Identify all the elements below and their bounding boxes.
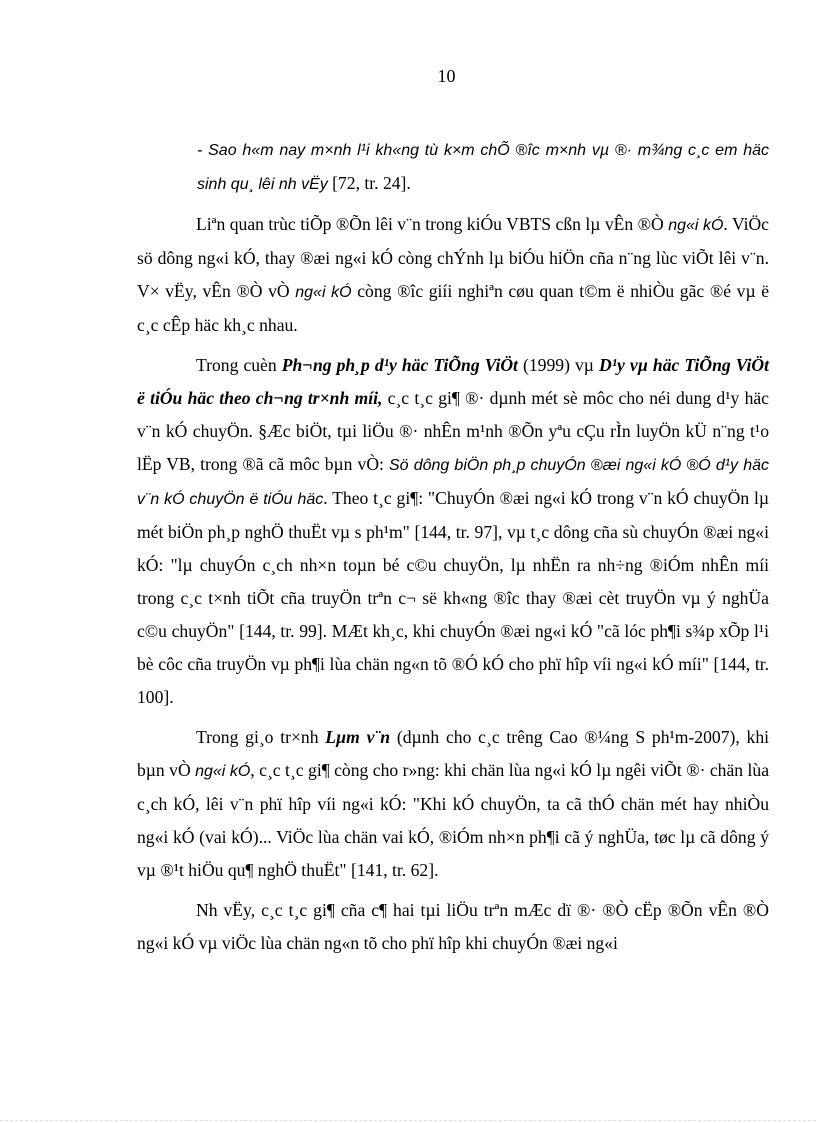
- book-title: D¹y vµ häc TiÕng ViÖt ë tiÓu häc theo ch¬ng tr×nh míi,: [137, 355, 769, 408]
- text-run: , c¸c t¸c gi¶ còng cho r»ng: khi chän lùa ng«i kÓ lµ ngêi viÕt ®· chän lùa c¸ch kÓ, lêi v¨n phï hîp víi ng«i kÓ: "Khi kÓ chuyÖn, ta cã thÓ chän mét hay nhiÒu ng«i kÓ (vai kÓ)... ViÖc lùa chän vai kÓ, ®iÓm nh×n ph¶i cã ý nghÜa, tøc lµ cã dông ý vµ ®¹t hiÖu qu¶ nghÖ thuËt" [141, tr. 62].: [137, 760, 770, 880]
- quote-paragraph: [137, 134, 769, 201]
- italic-section-title: Sö dông biÖn ph¸p chuyÓn ®æi ng«i kÓ ®Ó d¹y häc v¨n kÓ chuyÖn ë tiÓu häc: [137, 457, 769, 508]
- italic-term: ng«i kÓ: [195, 763, 251, 780]
- page-bottom-rule: [0, 1120, 816, 1121]
- text-run: . Theo t¸c gi¶: "ChuyÓn ®æi ng«i kÓ trong v¨n kÓ chuyÖn lµ mét biÖn ph¸p nghÖ thuËt vµ s ph¹m" [144, tr. 97], vµ t¸c dông cña sù chuyÓn ®æi ng«i kÓ: "lµ chuyÓn c¸ch nh×n toµn bé c©u chuyÖn, lµ nhËn ra nh÷ng ®iÓm nhÊn míi trong c¸c t×nh tiÕt cña truyÖn trªn c¬ së kh«ng ®îc thay ®æi cèt truyÖn vµ ý nghÜa c©u chuyÖn" [144, tr. 99]. MÆt kh¸c, khi chuyÓn ®æi ng«i kÓ "cã lóc ph¶i s¾p xÕp l¹i bè côc cña truyÖn vµ ph¶i lùa chän ng«n tõ ®Ó kÓ cho phï hîp víi ng«i kÓ míi" [144, tr. 100].: [137, 488, 770, 707]
- text-run: . ViÖc sö dông ng«i kÓ, thay ®æi ng«i kÓ còng chÝnh lµ biÓu hiÖn cña n¨ng lùc viÕt lêi v¨n. V× vËy, vÊn ®Ò vÒ: [137, 214, 769, 301]
- italic-term: ng«i kÓ: [668, 217, 724, 234]
- italic-term: ng«i kÓ: [295, 284, 352, 301]
- paragraph-textbook: [137, 721, 769, 887]
- quote-text: - Sao h«m nay m×nh l¹i kh«ng tù k×m chÕ ®îc m×nh vµ ®· m¾ng c¸c em häc sinh qu¸ lêi nh vËy: [197, 142, 769, 193]
- paragraph-summary: [137, 894, 769, 960]
- document-body: [137, 134, 769, 967]
- text-run: còng ®îc giíi nghiªn cøu quan t©m ë nhiÒu gãc ®é vµ ë c¸c cÊp häc kh¸c nhau.: [137, 281, 770, 335]
- text-run: Trong cuèn: [196, 355, 282, 375]
- page-number: 10: [437, 66, 456, 86]
- text-run: Trong gi¸o tr×nh: [196, 727, 326, 747]
- paragraph-methods-book: [137, 349, 769, 714]
- paragraph-narrator: [137, 208, 769, 342]
- text-run: c¸c t¸c gi¶ ®· dµnh mét sè môc cho néi dung d¹y häc v¨n kÓ chuyÖn. §Æc biÖt, tµi liÖu ®· nhÊn m¹nh ®Õn yªu cÇu rÌn luyÖn kÜ n¨ng t¹o lËp VB, trong ®ã cã môc bµn vÒ:: [137, 388, 769, 474]
- text-run: (dµnh cho c¸c trêng Cao ®¼ng S ph¹m-2007), khi bµn vÒ: [137, 727, 769, 780]
- text-run: Liªn quan trùc tiÕp ®Õn lêi v¨n trong kiÓu VBTS cßn lµ vÊn ®Ò: [196, 214, 669, 234]
- book-title: Ph¬ng ph¸p d¹y häc TiÕng ViÖt: [281, 355, 518, 375]
- quote-reference: [72, tr. 24].: [327, 173, 411, 193]
- book-title: Lµm v¨n: [325, 727, 391, 747]
- text-run: Nh vËy, c¸c t¸c gi¶ cña c¶ hai tµi liÖu trªn mÆc dï ®· ®Ò cËp ®Õn vÊn ®Ò ng«i kÓ vµ viÖc lùa chän ng«n tõ cho phï hîp khi chuyÓn ®æi ng«i: [137, 900, 769, 953]
- text-run: (1999) vµ: [517, 355, 600, 375]
